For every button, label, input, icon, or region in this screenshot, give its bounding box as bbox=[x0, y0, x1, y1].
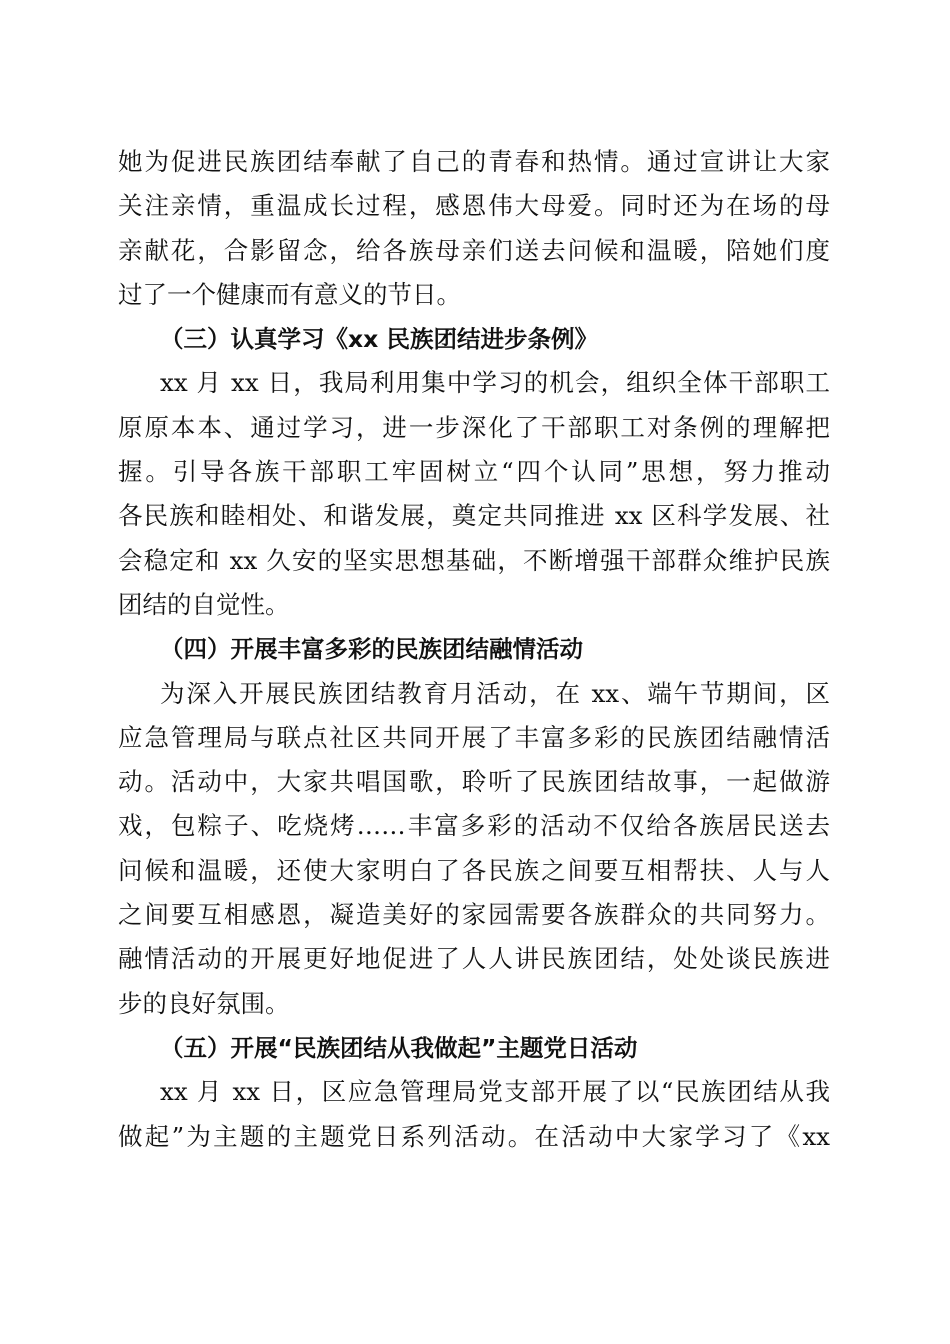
document-page bbox=[118, 140, 830, 1159]
text-line: 原原本本、通过学习，进一步深化了干部职工对条例的理解把 bbox=[118, 412, 830, 442]
text-line: 步的良好氛围。 bbox=[118, 988, 290, 1018]
section-5-paragraph bbox=[118, 1070, 830, 1159]
section-3-paragraph bbox=[118, 361, 830, 627]
text-line: 握。引导各族干部职工牢固树立“四个认同”思想，努力推动 bbox=[118, 457, 830, 487]
text-line: 问候和温暖，还使大家明白了各民族之间要互相帮扶、人与人 bbox=[118, 855, 830, 885]
text-line: 应急管理局与联点社区共同开展了丰富多彩的民族团结融情活 bbox=[118, 722, 830, 752]
section-5-heading: （五）开展“民族团结从我做起”主题党日活动 bbox=[160, 1033, 638, 1062]
text-line: 为深入开展民族团结教育月活动，在 xx、端午节期间，区 bbox=[160, 678, 830, 708]
section-4-heading: （四）开展丰富多彩的民族团结融情活动 bbox=[160, 635, 583, 664]
text-line: 团结的自觉性。 bbox=[118, 589, 290, 619]
text-line: 她为促进民族团结奉献了自己的青春和热情。通过宣讲让大家 bbox=[118, 147, 830, 176]
section-4-paragraph bbox=[118, 672, 830, 1026]
text-line: 融情活动的开展更好地促进了人人讲民族团结，处处谈民族进 bbox=[118, 944, 830, 974]
text-line: 各民族和睦相处、和谐发展，奠定共同推进 xx 区科学发展、社 bbox=[118, 501, 830, 531]
text-line: 关注亲情，重温成长过程，感恩伟大母爱。同时还为在场的母 bbox=[118, 191, 830, 221]
intro-paragraph bbox=[118, 140, 830, 317]
text-line: 戏，包粽子、吃烧烤……丰富多彩的活动不仅给各族居民送去 bbox=[118, 811, 830, 841]
text-line: xx 月 xx 日，区应急管理局党支部开展了以“民族团结从我 bbox=[160, 1077, 830, 1107]
text-line: xx 月 xx 日，我局利用集中学习的机会，组织全体干部职工 bbox=[160, 368, 830, 398]
section-3-heading: （三）认真学习《xx 民族团结进步条例》 bbox=[160, 325, 598, 354]
text-line: 之间要互相感恩，凝造美好的家园需要各族群众的共同努力。 bbox=[118, 900, 830, 930]
text-line: 过了一个健康而有意义的节日。 bbox=[118, 279, 461, 309]
text-line: 亲献花，合影留念，给各族母亲们送去问候和温暖，陪她们度 bbox=[118, 235, 830, 265]
text-line: 动。活动中，大家共唱国歌，聆听了民族团结故事，一起做游 bbox=[118, 767, 830, 797]
text-line: 会稳定和 xx 久安的坚实思想基础，不断增强干部群众维护民族 bbox=[118, 545, 830, 575]
text-line: 做起”为主题的主题党日系列活动。在活动中大家学习了《xx bbox=[118, 1121, 830, 1151]
